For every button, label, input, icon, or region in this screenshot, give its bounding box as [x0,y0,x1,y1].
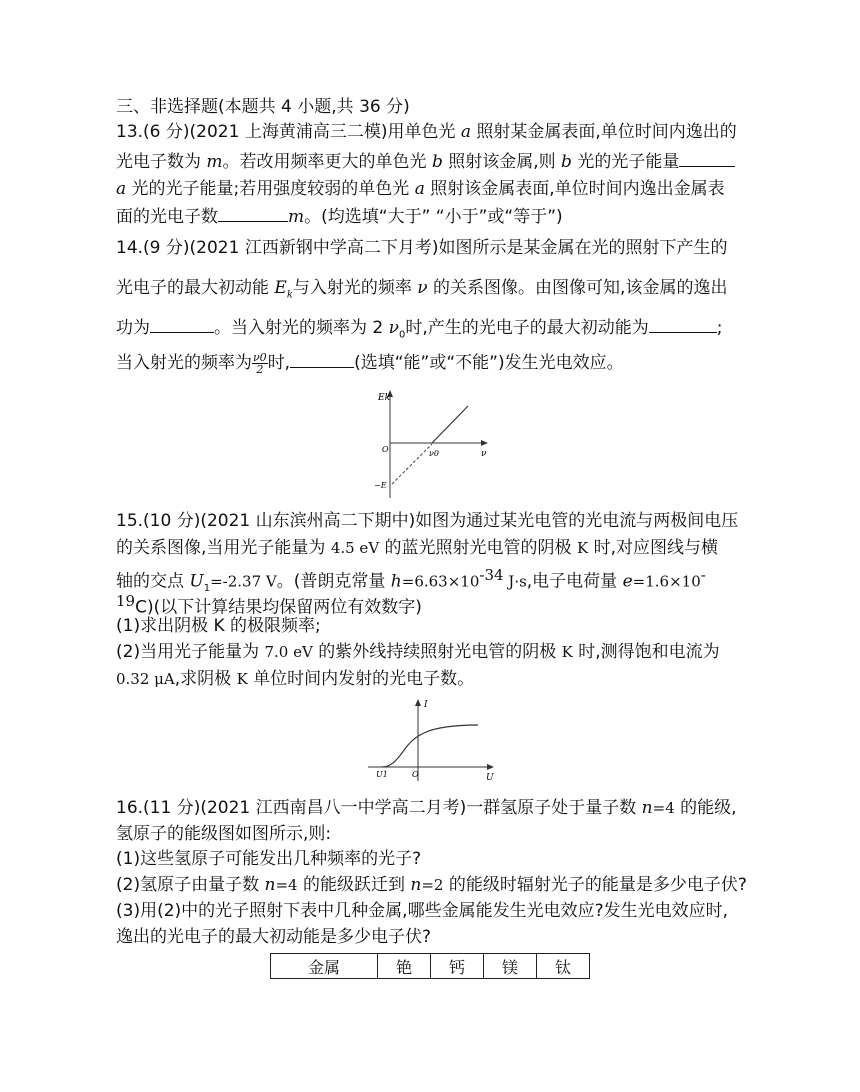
text: 的关系图像,当用光子能量为 [116,538,331,558]
q13-line4 [116,205,563,228]
fraction-numerator: ν0 [253,350,267,364]
text: 光的光子能量 [571,152,680,172]
u1-label: U1 [376,770,388,779]
q13-line3 [116,178,725,200]
text: C)(以下计算结果均保留两位有效数字) [135,597,422,618]
answer-blank[interactable] [150,316,214,333]
metals-table [270,953,590,979]
q16-line6: 逸出的光电子的最大初动能是多少电子伏? [116,927,432,947]
var-K: K [561,643,573,661]
q14-line3 [116,316,722,346]
text: 的能级时辐射光子的能量是多少电子伏? [443,875,747,895]
table-header-cell: 铯 [378,954,431,979]
text: 的蓝光照射光电管的阴极 [379,538,577,558]
text: ; [716,318,723,338]
origin-label: O [412,770,419,779]
value: =6.63×10 [401,572,480,591]
q16-line5: (3)用(2)中的光子照射下表中几种金属,哪些金属能发生光电效应?发生光电效应时, [116,901,728,921]
text: 的关系图像。由图像可知,该金属的逸出 [427,278,728,298]
text: 。(普朗克常量 [276,571,391,592]
text: (选填“能”或“不能”)发生光电效应。 [354,353,624,373]
q16-line2: 氢原子的能级图如图所示,则: [116,824,332,844]
value: =2 [421,876,444,894]
text: (2)当用光子能量为 [116,642,265,662]
text: 的紫外线持续照射光电管的阴极 [312,642,562,662]
text: 照射该金属表面,单位时间内逸出金属表 [424,179,725,199]
var-n: n [264,875,276,895]
value: 7.0 eV [264,643,313,661]
ek-nu-graph [370,388,500,500]
q15-line1: 15.(10 分)(2021 山东滨州高二下期中)如图为通过某光电管的光电流与两极间电压 [116,511,739,531]
answer-blank[interactable] [218,205,288,222]
text: (2)氢原子由量子数 [116,875,265,895]
q15-line2 [116,537,718,559]
var-a: a [460,122,471,142]
text: 当入射光的频率为 [116,353,252,373]
var-b: b [561,152,572,172]
q15-line6 [116,641,720,663]
value: =-2.37 V [210,572,277,591]
q16-line4 [116,874,747,896]
value: =4 [275,876,298,894]
value: 0.32 μA [116,670,175,688]
fraction [252,352,268,375]
text: 与入射光的频率 [292,278,418,298]
text: 照射某金属表面,单位时间内逸出的 [471,122,737,142]
value: 4.5 eV [330,539,380,557]
nu0-label: ν0 [429,449,439,458]
text: 16.(11 分)(2021 江西南昌八一中学高二月考)一群氢原子处于量子数 [116,798,642,818]
text: 功为 [116,318,150,338]
var-nu: ν [388,318,399,338]
text: 照射该金属,则 [442,152,562,172]
subscript: 1 [203,583,211,595]
var-n: n [641,798,653,818]
var-K: K [236,670,248,688]
var-a: a [414,179,425,199]
text: 的能级跃迁到 [297,875,411,895]
text: 时,对应图线与横 [588,538,718,558]
var-e: e [622,571,633,592]
var-a: a [116,179,127,199]
q13-line2 [116,150,735,173]
answer-blank[interactable] [679,150,735,167]
unit: J·s [503,572,527,591]
text: 单位时间内发射的光电子数。 [247,669,475,689]
text: 面的光电子数 [116,207,218,227]
origin-label: O [382,445,389,454]
q15-line5: (1)求出阴极 K 的极限频率; [116,616,321,636]
answer-blank[interactable] [649,316,717,333]
table-header-cell: 镁 [484,954,537,979]
text: 光电子数为 [116,152,207,172]
text: ,电子电荷量 [526,571,623,592]
table-row [271,954,590,979]
var-n: n [410,875,422,895]
table-header-cell: 钛 [537,954,590,979]
text: 光的光子能量;若用强度较弱的单色光 [126,179,415,199]
exponent: - [700,566,706,584]
y-axis-label: Ek [378,393,391,403]
q13-line1 [116,121,737,143]
text: 轴的交点 [116,571,190,592]
value: =1.6×10 [632,572,701,591]
subscript: k [286,289,293,301]
text: 光电子的最大初动能 [116,278,275,298]
text: 时, [267,353,291,373]
subscript: 0 [398,329,406,341]
value: =4 [652,799,675,817]
q14-line2 [116,277,727,306]
text: 的能级, [674,798,737,818]
answer-blank[interactable] [290,351,354,368]
fraction-denominator: 2 [256,362,264,376]
i-u-graph [366,695,500,783]
exponent: -34 [479,566,504,584]
exponent: 19 [116,592,136,610]
text: 。若改用频率更大的单色光 [222,152,432,172]
text: 13.(6 分)(2021 上海黄浦高三二模)用单色光 [116,122,461,142]
var-m: m [288,207,305,227]
var-m: m [206,152,223,172]
var-Ek: E [274,278,287,298]
text: 。当入射光的频率为 2 [214,318,389,338]
q16-line1 [116,797,737,819]
table-header-cell: 钙 [431,954,484,979]
q16-line3: (1)这些氢原子可能发出几种频率的光子? [116,849,422,869]
y-axis-label: I [424,700,428,710]
var-U: U [189,571,204,592]
table-header-cell: 金属 [271,954,378,979]
text: 。(均选填“大于” “小于”或“等于”) [304,207,563,227]
q14-line4 [116,351,624,375]
minus-e-label: −E [374,481,387,490]
q15-line7 [116,668,474,690]
var-K: K [576,539,589,557]
x-axis-label: ν [481,449,487,459]
q14-line1: 14.(9 分)(2021 江西新钢中学高二下月考)如图所示是某金属在光的照射下产生的 [116,238,728,258]
text: 时,产生的光电子的最大初动能为 [405,318,649,338]
var-h: h [390,571,402,592]
text: 时,测得饱和电流为 [572,642,720,662]
section-header: 三、非选择题(本题共 4 小题,共 36 分) [116,97,410,117]
var-b: b [431,152,443,172]
x-axis-label: U [486,773,494,783]
var-nu: ν [417,278,428,298]
text: ,求阴极 [174,669,237,689]
